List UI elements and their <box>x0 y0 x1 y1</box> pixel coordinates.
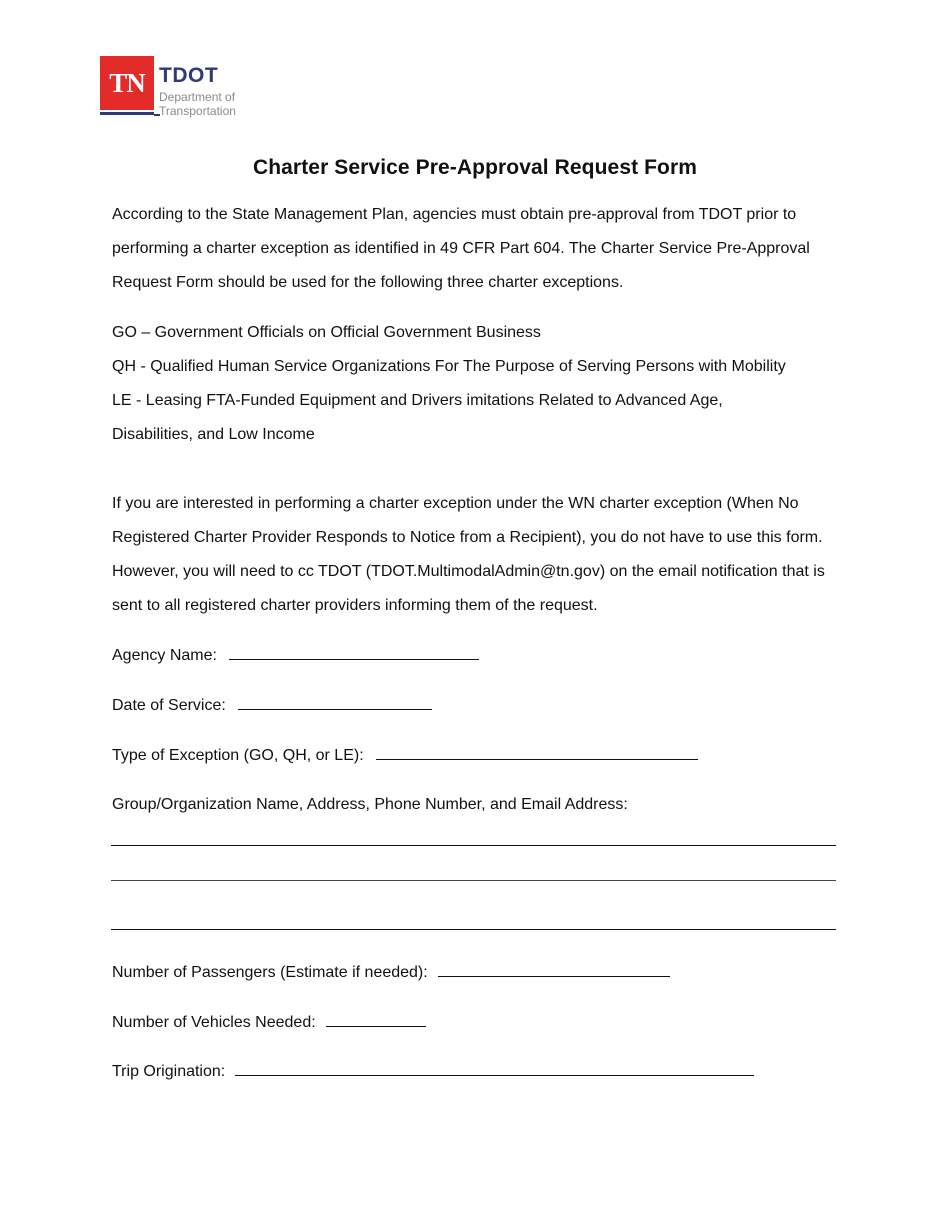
logo-subtitle <box>159 90 236 118</box>
group-info-label: Group/Organization Name, Address, Phone Number, and Email Address: <box>112 796 628 813</box>
intro-paragraph: According to the State Management Plan, agencies must obtain pre-approval from TDOT prior to performing a charter exception as identified in 49 CFR Part 604. The Charter Service Pre-Approval Request Form should be used for the following three charter exceptions. <box>112 206 810 291</box>
date-of-service-field[interactable] <box>238 695 432 710</box>
logo-title: TDOT <box>159 64 219 87</box>
wn-exception-note: If you are interested in performing a charter exception under the WN charter exception (When No Registered Charter Provider Responds to Notice from a Recipient), you do not have to use this form. However, you will need to cc TDOT (TDOT.MultimodalAdmin@tn.gov) on the email notification that is sent to all registered charter providers informing them of the request. <box>112 495 825 614</box>
type-of-exception-row <box>112 745 698 766</box>
type-of-exception-label: Type of Exception (GO, QH, or LE): <box>112 747 364 764</box>
agency-name-row <box>112 645 479 666</box>
passengers-label: Number of Passengers (Estimate if needed): <box>112 964 428 981</box>
exception-le-continued: Disabilities, and Low Income <box>112 426 315 443</box>
trip-origination-row <box>112 1061 754 1082</box>
logo-subtitle-line1: Department of <box>159 90 236 104</box>
vehicles-row <box>112 1012 426 1033</box>
vehicles-label: Number of Vehicles Needed: <box>112 1014 316 1031</box>
exception-qh: QH - Qualified Human Service Organizations For The Purpose of Serving Persons with Mobility <box>112 358 786 375</box>
group-info-line-1[interactable] <box>111 845 836 846</box>
exception-le: LE - Leasing FTA-Funded Equipment and Drivers imitations Related to Advanced Age, <box>112 392 723 409</box>
group-info-line-2[interactable] <box>111 880 836 881</box>
tdot-logo <box>100 56 260 120</box>
page-title: Charter Service Pre-Approval Request Form <box>252 156 698 179</box>
passengers-field[interactable] <box>438 962 670 977</box>
vehicles-field[interactable] <box>326 1012 426 1027</box>
tn-badge: TN <box>100 56 154 110</box>
passengers-row <box>112 962 670 983</box>
agency-name-label: Agency Name: <box>112 647 217 664</box>
agency-name-field[interactable] <box>229 645 479 660</box>
logo-subtitle-line2: Transportation <box>159 104 236 118</box>
logo-underline <box>100 112 154 115</box>
date-of-service-label: Date of Service: <box>112 697 226 714</box>
trip-origination-label: Trip Origination: <box>112 1063 226 1080</box>
trip-origination-field[interactable] <box>235 1061 754 1076</box>
exception-go: GO – Government Officials on Official Government Business <box>112 324 541 341</box>
exceptions-list <box>112 316 832 452</box>
date-of-service-row <box>112 695 432 716</box>
group-info-row <box>112 795 628 815</box>
group-info-line-3[interactable] <box>111 929 836 930</box>
type-of-exception-field[interactable] <box>376 745 698 760</box>
